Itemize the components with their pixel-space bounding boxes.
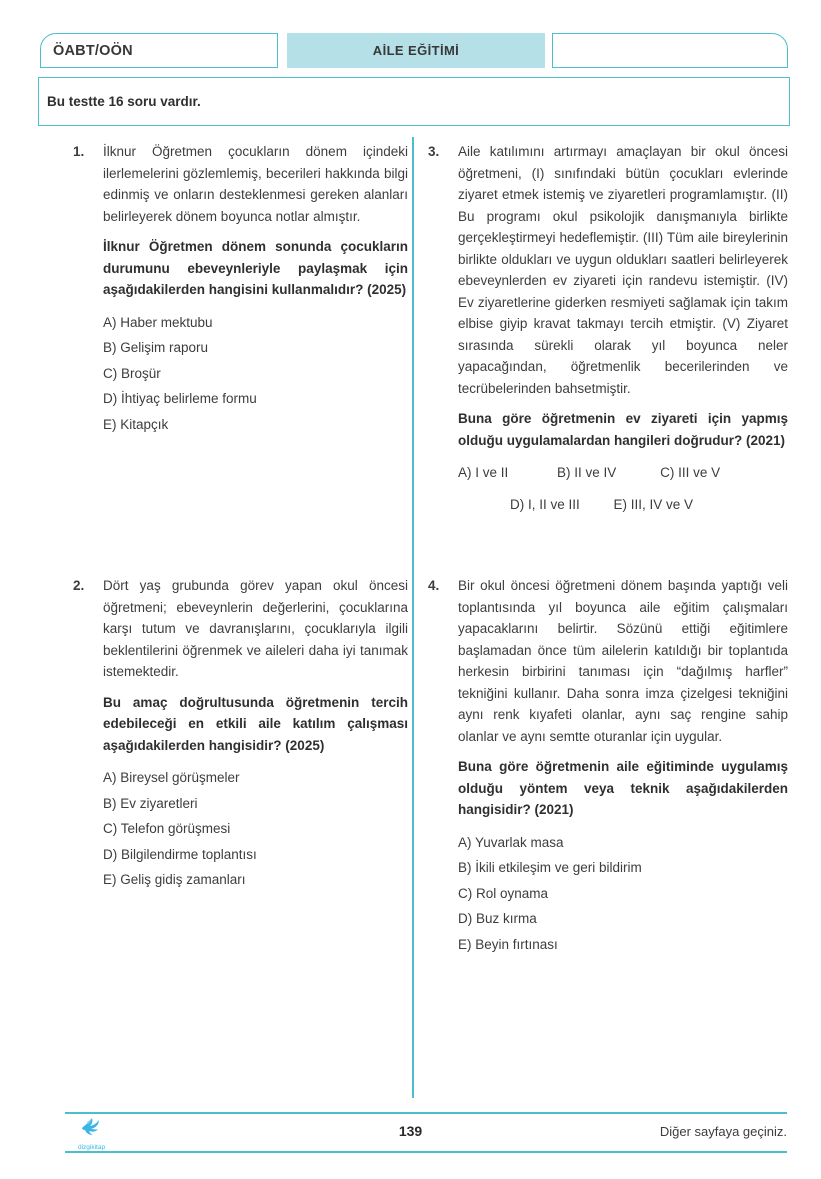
question-number: 2.	[73, 578, 85, 593]
header-empty-box	[552, 33, 788, 68]
answer-option-a: A) Bireysel görüşmeler	[103, 770, 240, 785]
column-divider	[412, 137, 414, 1098]
answer-option-b: B) İkili etkileşim ve geri bildirim	[458, 860, 642, 875]
question-4	[428, 575, 788, 957]
answer-option-d: D) I, II ve III	[510, 497, 580, 512]
question-content	[458, 141, 788, 515]
question-stem: Buna göre öğretmenin ev ziyareti için yapmış olduğu uygulamalardan hangileri doğrudur? (2021)	[458, 411, 788, 448]
answer-option-e: E) III, IV ve V	[613, 497, 694, 512]
answer-option-e: E) Kitapçık	[103, 416, 169, 432]
instruction-text: Bu testte 16 soru vardır.	[47, 94, 201, 109]
question-stem: İlknur Öğretmen dönem sonunda çocukların durumunu ebeveynleriyle paylaşmak için aşağıdakilerden hangisini kullanmalıdır? (2025)	[103, 239, 408, 297]
answer-option-d: D) Bilgilendirme toplantısı	[103, 846, 257, 862]
answer-option-c: C) Telefon görüşmesi	[103, 821, 231, 836]
options-list	[103, 765, 408, 893]
answer-option-e: E) Geliş gidiş zamanları	[103, 872, 246, 887]
answer-option-b: B) II ve IV	[557, 465, 617, 480]
options-row-2	[458, 495, 788, 515]
subject-label: AİLE EĞİTİMİ	[372, 43, 460, 58]
question-number: 4.	[428, 578, 440, 593]
answer-option-a: A) Yuvarlak masa	[458, 834, 564, 850]
exam-code-label: ÖABT/OÖN	[53, 42, 133, 59]
answer-option-c: C) III ve V	[660, 465, 721, 480]
options-row-1	[458, 463, 788, 483]
answer-option-c: C) Rol oynama	[458, 885, 549, 901]
options-list	[103, 310, 408, 438]
instruction-box	[38, 77, 790, 126]
question-body: İlknur Öğretmen çocukların dönem içindeki ilerlemelerini gözlemlemiş, becerileri hakkında bilgi edinmiş ve onların desteklenmesi gereken alanları belirleyerek dönem boyunca notlar almıştır.	[103, 144, 408, 224]
question-3	[428, 141, 788, 515]
question-content	[103, 141, 408, 437]
question-stem: Buna göre öğretmenin aile eğitiminde uygulamış olduğu yöntem veya teknik aşağıdakilerden hangisidir? (2021)	[458, 759, 788, 817]
question-body: Bir okul öncesi öğretmeni dönem başında yaptığı veli toplantısında yıl boyunca aile eğitim çalışmaları yapacaklarını belirtir. Sözünü ettiği eğitimlere başlamadan önce tüm ailelerin katıldığı bir toplantıda herkesin birbirini tanıması için “dağılmış harfler” tekniğini kullanır. Daha sonra imza çizelgesi tekniğini aynı renk kıyafeti olanlar, aynı saç rengine sahip olanlar ve aynı semtte oturanlar için uygular.	[458, 578, 788, 744]
options-grid	[458, 463, 788, 515]
footer-rule-top	[65, 1112, 787, 1114]
answer-option-a: A) Haber mektubu	[103, 314, 213, 330]
question-stem: Bu amaç doğrultusunda öğretmenin tercih edebileceği en etkili aile katılım çalışması aşağıdakilerden hangisidir? (2025)	[103, 694, 408, 753]
answer-option-b: B) Gelişim raporu	[103, 340, 209, 355]
subject-banner	[287, 33, 545, 68]
question-number: 1.	[73, 144, 85, 159]
question-content	[103, 575, 408, 893]
question-body: Dört yaş grubunda görev yapan okul öncesi öğretmeni; ebeveynlerin değerlerini, çocuklarına karşı tutum ve davranışlarını, çocuklarıyla ilgili beklentilerini öğrenmek ve aileleri daha iyi tanımak istemektedir.	[103, 578, 408, 679]
answer-option-d: D) İhtiyaç belirleme formu	[103, 391, 257, 406]
question-content	[458, 575, 788, 957]
publisher-name: dizgikitap	[78, 1144, 106, 1151]
answer-option-a: A) I ve II	[458, 465, 509, 480]
answer-option-e: E) Beyin fırtınası	[458, 936, 558, 952]
question-1	[73, 141, 408, 437]
question-number: 3.	[428, 144, 440, 159]
options-list	[458, 830, 788, 958]
page-number: 139	[398, 1123, 423, 1139]
continue-notice: Diğer sayfaya geçiniz.	[659, 1124, 787, 1139]
footer-rule-bottom	[65, 1151, 787, 1153]
answer-option-d: D) Buz kırma	[458, 911, 537, 926]
exam-code-box	[40, 33, 278, 68]
answer-option-c: C) Broşür	[103, 365, 161, 381]
answer-option-b: B) Ev ziyaretleri	[103, 795, 198, 811]
question-2	[73, 575, 408, 893]
question-body: Aile katılımını artırmayı amaçlayan bir okul öncesi öğretmeni, (I) sınıfındaki bütün çocukları evlerinde ziyaret etmek istemiş ve ziyaretleri programlamıştır. (II) Bu programı okul psikolojik danışmanıyla birlikte gerçekleştirmeyi hedeflemiştir. (III) Tüm aile bireylerinin birlikte oldukları ve uygun oldukları saatleri belirleyerek ebeveynlerden ev ziyareti için randevu istemiştir. (IV) Ev ziyaretlerine giderken resmiyeti sağlamak için takım elbise giyip kravat takmayı tercih etmiştir. (V) Ziyaret sırasında sürekli olarak yıl boyunca neler yapacağından, öğretmenlik becerilerinden ve tecrübelerinden bahsetmiştir.	[458, 144, 788, 396]
